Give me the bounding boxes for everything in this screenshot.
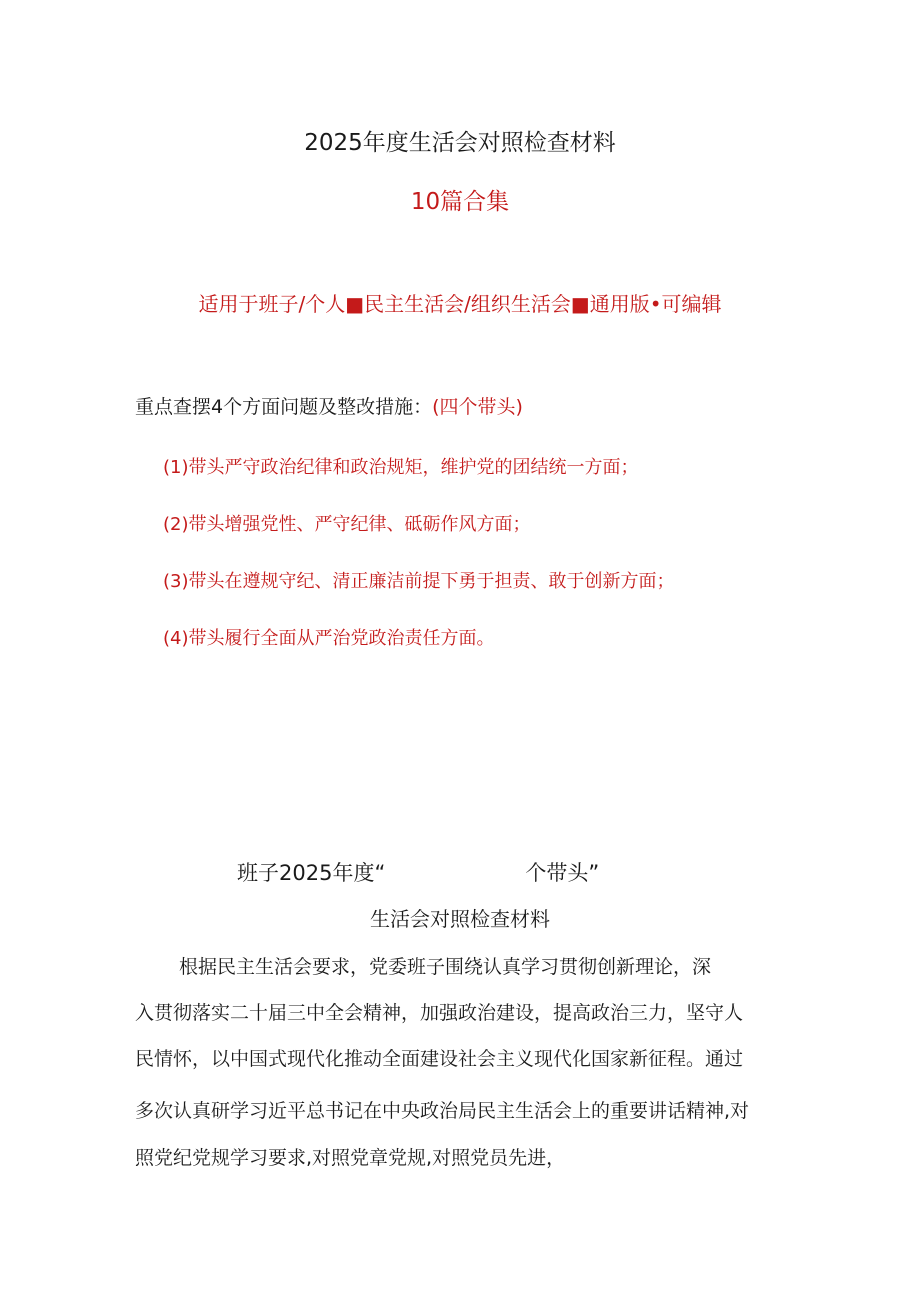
document-subtitle: 10篇合集 — [410, 189, 510, 215]
focus-item: (1)带头严守政治纪律和政治规矩，维护党的团结统一方面； — [163, 457, 639, 478]
paragraph-line: 入贯彻落实二十届三中全会精神，加强政治建设，提高政治三力，坚守人 — [135, 1002, 744, 1024]
section-title-part2: 个带头” — [525, 861, 600, 885]
section-title-line2: 生活会对照检查材料 — [370, 907, 550, 931]
paragraph-line: 多次认真研学习近平总书记在中央政治局民主生活会上的重要讲话精神,对 — [135, 1100, 750, 1122]
section-title — [237, 857, 599, 887]
focus-heading — [135, 392, 523, 419]
paragraph-line: 照党纪党规学习要求,对照党章党规,对照党员先进， — [135, 1147, 566, 1169]
document-title: 2025年度生活会对照检查材料 — [304, 130, 616, 156]
focus-lead: 重点查摆4个方面问题及整改措施： — [135, 396, 433, 418]
section-title-part1: 班子2025年度“ — [237, 861, 386, 885]
focus-item: (2)带头增强党性、严守纪律、砥砺作风方面； — [163, 514, 531, 535]
focus-tag: (四个带头) — [432, 396, 523, 418]
paragraph-line: 民情怀，以中国式现代化推动全面建设社会主义现代化国家新征程。通过 — [135, 1048, 744, 1070]
paragraph-line: 根据民主生活会要求，党委班子围绕认真学习贯彻创新理论，深 — [179, 956, 712, 978]
focus-item: (4)带头履行全面从严治党政治责任方面。 — [163, 628, 495, 649]
scope-line: 适用于班子/个人■民主生活会/组织生活会■通用版•可编辑 — [198, 292, 722, 316]
focus-item: (3)带头在遵规守纪、清正廉洁前提下勇于担责、敢于创新方面； — [163, 571, 675, 592]
